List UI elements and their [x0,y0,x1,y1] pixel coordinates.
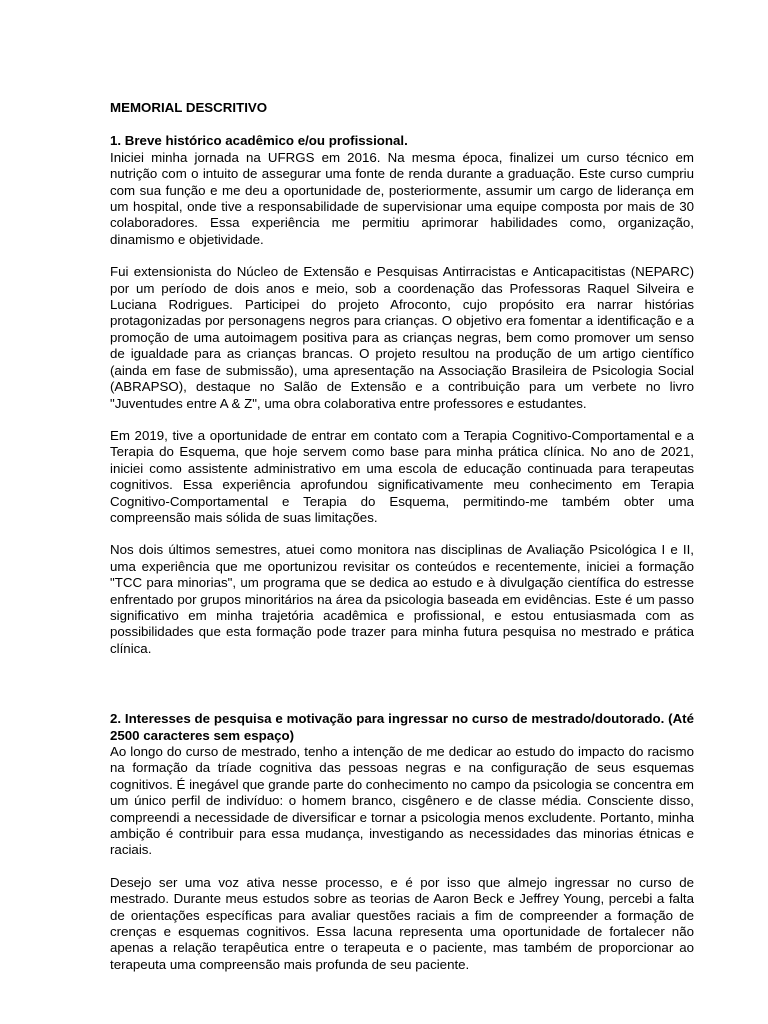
section-2-paragraph-1: Ao longo do curso de mestrado, tenho a intenção de me dedicar ao estudo do impacto do racismo na formação da tríade cognitiva das pessoas negras e na configuração de seus esquemas cognitivos. É inegável que grande parte do conhecimento no campo da psicologia se concentra em um único perfil de indivíduo: o homem branco, cisgênero e de classe média. Consciente disso, compreendi a necessidade de diversificar e tornar a psicologia menos excludente. Portanto, minha ambição é contribuir para essa mudança, investigando as necessidades das minorias étnicas e raciais. [110,744,694,858]
section-1-paragraph-2: Fui extensionista do Núcleo de Extensão e Pesquisas Antirracistas e Anticapacitistas (NEPARC) por um período de dois anos e meio, sob a coordenação das Professoras Raquel Silveira e Luciana Rodrigues. Participei do projeto Afroconto, cujo propósito era narrar histórias protagonizadas por personagens negros para crianças. O objetivo era fomentar a identificação e a promoção de uma autoimagem positiva para as crianças negras, bem como promover um senso de igualdade para as crianças brancas. O projeto resultou na produção de um artigo científico (ainda em fase de submissão), uma apresentação na Associação Brasileira de Psicologia Social (ABRAPSO), destaque no Salão de Extensão e a contribuição para um verbete no livro "Juventudes entre A & Z", uma obra colaborativa entre professores e estudantes. [110,264,694,411]
section-1-heading: 1. Breve histórico acadêmico e/ou profissional. [110,133,408,149]
document-page [110,100,694,989]
section-1-paragraph-4: Nos dois últimos semestres, atuei como monitora nas disciplinas de Avaliação Psicológica I e II, uma experiência que me oportunizou revisitar os conteúdos e recentemente, iniciei a formação "TCC para minorias", um programa que se dedica ao estudo e à divulgação científica do estresse enfrentado por grupos minoritários na área da psicologia baseada em evidências. Este é um passo significativo em minha trajetória acadêmica e profissional, e estou entusiasmada com as possibilidades que esta formação pode trazer para minha futura pesquisa no mestrado e prática clínica. [110,542,694,656]
section-1-paragraph-1: Iniciei minha jornada na UFRGS em 2016. Na mesma época, finalizei um curso técnico em nutrição com o intuito de assegurar uma fonte de renda durante a graduação. Este curso cumpriu com sua função e me deu a oportunidade de, posteriormente, assumir um cargo de liderança em um hospital, onde tive a responsabilidade de supervisionar uma equipe composta por mais de 30 colaboradores. Essa experiência me permitiu aprimorar habilidades como, organização, dinamismo e objetividade. [110,149,694,247]
document-title: MEMORIAL DESCRITIVO [110,100,268,115]
section-2-paragraph-2: Desejo ser uma voz ativa nesse processo, e é por isso que almejo ingressar no curso de mestrado. Durante meus estudos sobre as teorias de Aaron Beck e Jeffrey Young, percebi a falta de orientações específicas para avaliar questões raciais a fim de compreender a formação de crenças e esquemas cognitivos. Essa lacuna representa uma oportunidade de fortalecer não apenas a relação terapêutica entre o terapeuta e o paciente, mas também de proporcionar ao terapeuta uma compreensão mais profunda de seu paciente. [110,874,694,972]
section-spacer [110,673,694,711]
section-1-paragraph-3: Em 2019, tive a oportunidade de entrar em contato com a Terapia Cognitivo-Comportamental e a Terapia do Esquema, que hoje servem como base para minha prática clínica. No ano de 2021, iniciei como assistente administrativo em uma escola de educação continuada para terapeutas cognitivos. Essa experiência aprofundou significativamente meu conhecimento em Terapia Cognitivo-Comportamental e Terapia do Esquema, permitindo-me também obter uma compreensão mais sólida de suas limitações. [110,427,694,525]
section-2-heading: 2. Interesses de pesquisa e motivação para ingressar no curso de mestrado/doutorado. (Até 2500 caracteres sem espaço) [110,711,694,743]
